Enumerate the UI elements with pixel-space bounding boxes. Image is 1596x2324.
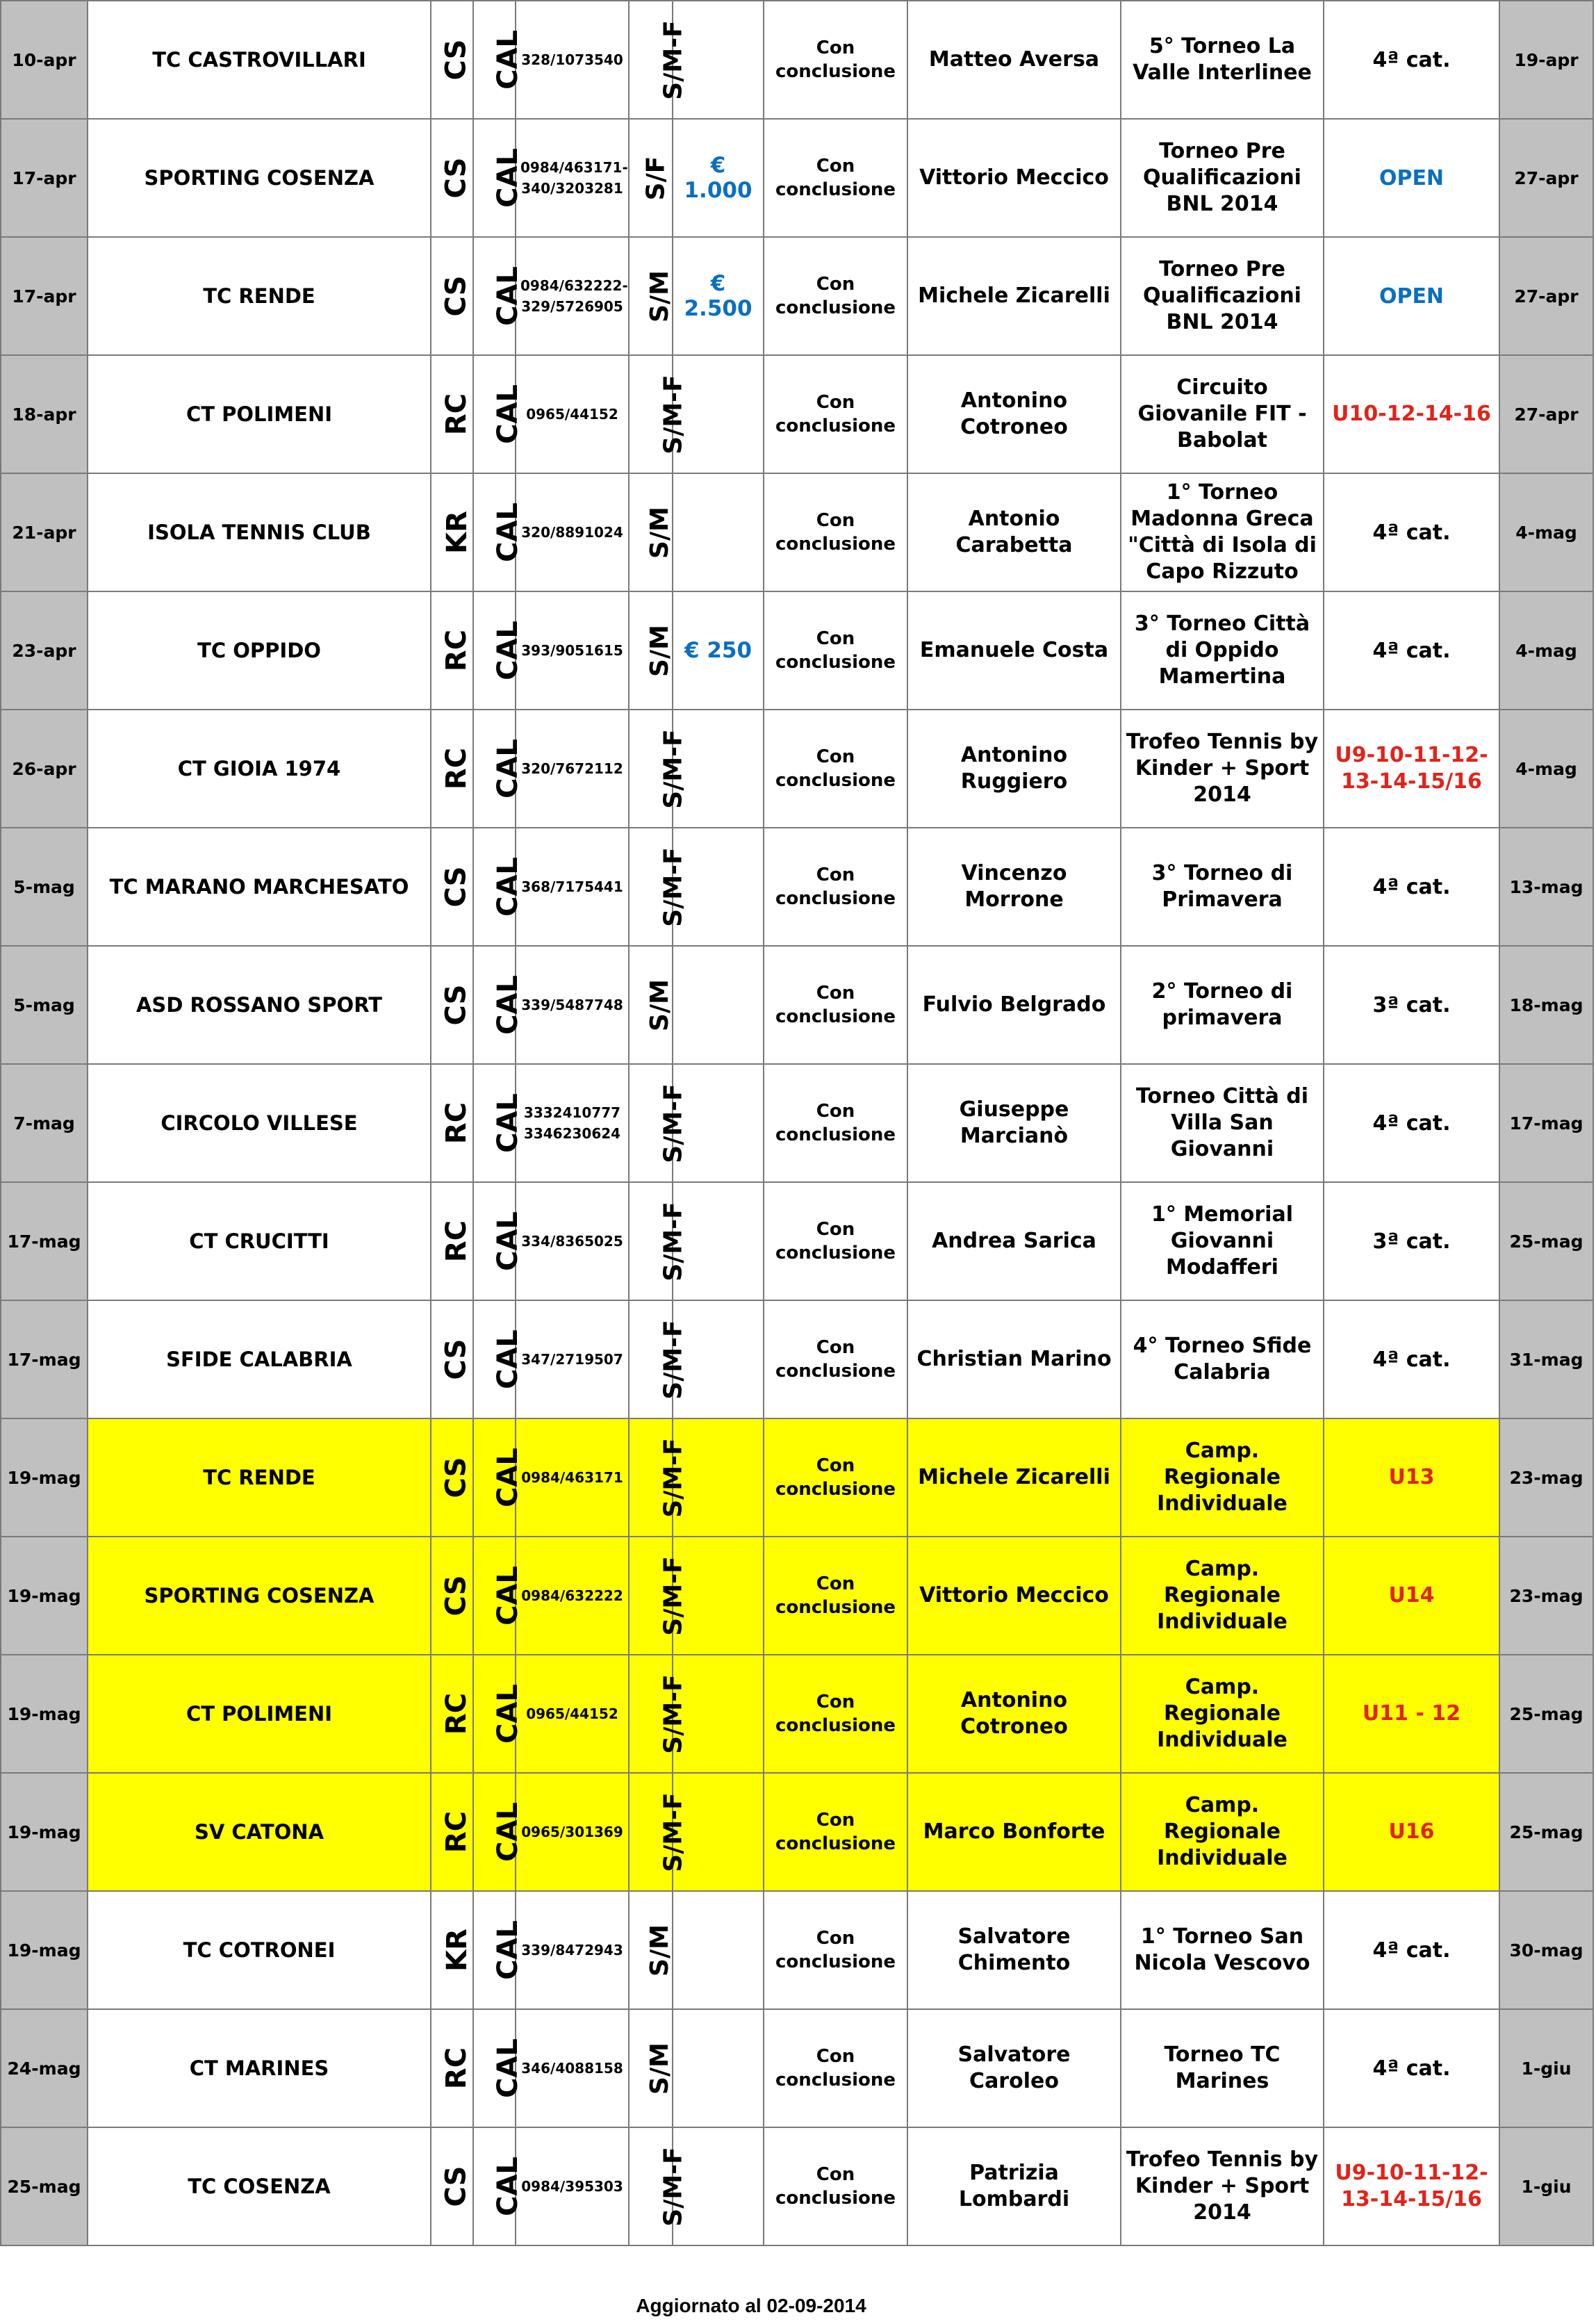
province-cell bbox=[431, 473, 473, 591]
start-date-cell: 26-apr bbox=[1, 710, 88, 828]
gender-cell-text: S/M bbox=[645, 506, 674, 559]
gender-cell bbox=[629, 473, 673, 591]
province-cell-text: RC bbox=[441, 629, 473, 672]
category-cell: U11 - 12 bbox=[1324, 1655, 1499, 1773]
province-cell-text: CS bbox=[440, 866, 472, 908]
prize-cell bbox=[673, 1891, 764, 2009]
phone-cell: 328/1073540 bbox=[516, 1, 629, 119]
gender-cell-text: S/M bbox=[645, 1924, 674, 1977]
start-date-cell: 19-mag bbox=[1, 1655, 88, 1773]
club-cell: CT CRUCITTI bbox=[88, 1182, 431, 1300]
club-cell: SFIDE CALABRIA bbox=[88, 1300, 431, 1418]
region-cell-text: CAL bbox=[491, 266, 524, 326]
tournament-title-cell: 5° Torneo La Valle Interlinee bbox=[1121, 1, 1324, 119]
phone-cell: 339/5487748 bbox=[516, 946, 629, 1064]
region-cell bbox=[473, 2127, 524, 2245]
region-cell bbox=[473, 1773, 524, 1891]
referee-cell: Michele Zicarelli bbox=[907, 1418, 1121, 1537]
club-cell: SPORTING COSENZA bbox=[88, 119, 431, 237]
end-date-cell: 13-mag bbox=[1499, 828, 1593, 946]
region-cell bbox=[473, 1182, 524, 1300]
referee-cell: Matteo Aversa bbox=[907, 1, 1121, 119]
end-date-cell: 23-mag bbox=[1499, 1418, 1593, 1537]
prize-cell: € 2.500 bbox=[673, 237, 764, 355]
start-date-cell: 5-mag bbox=[1, 828, 88, 946]
province-cell-text: CS bbox=[440, 157, 472, 199]
phone-cell: 347/2719507 bbox=[516, 1300, 629, 1418]
start-date-cell: 18-apr bbox=[1, 355, 88, 473]
prize-cell: € 250 bbox=[673, 591, 764, 710]
table-row bbox=[1, 2127, 1593, 2245]
table-row bbox=[1, 1537, 1593, 1655]
end-date-cell: 27-apr bbox=[1499, 119, 1593, 237]
region-cell-text: CAL bbox=[491, 1329, 524, 1389]
region-cell-text: CAL bbox=[491, 1920, 524, 1980]
club-cell: SPORTING COSENZA bbox=[88, 1537, 431, 1655]
gender-cell-text: S/M-F bbox=[659, 2146, 688, 2227]
category-cell: U14 bbox=[1324, 1537, 1499, 1655]
province-cell bbox=[431, 1064, 473, 1182]
category-cell: U9-10-11-12-13-14-15/16 bbox=[1324, 710, 1499, 828]
tournament-title-cell: 3° Torneo Città di Oppido Mamertina bbox=[1121, 591, 1324, 710]
tournament-title-cell: Torneo Pre Qualificazioni BNL 2014 bbox=[1121, 237, 1324, 355]
category-cell: U9-10-11-12-13-14-15/16 bbox=[1324, 2127, 1499, 2245]
start-date-cell: 25-mag bbox=[1, 2127, 88, 2245]
end-date-cell: 4-mag bbox=[1499, 473, 1593, 591]
province-cell bbox=[431, 1182, 473, 1300]
gender-cell bbox=[629, 1418, 688, 1537]
referee-cell: Giuseppe Marcianò bbox=[907, 1064, 1121, 1182]
club-cell: TC RENDE bbox=[88, 237, 431, 355]
province-cell-text: CS bbox=[440, 984, 472, 1026]
start-date-cell: 19-mag bbox=[1, 1891, 88, 2009]
gender-cell-text: S/M-F bbox=[659, 1674, 688, 1754]
region-cell-text: CAL bbox=[491, 384, 524, 444]
tournament-title-cell: 3° Torneo di Primavera bbox=[1121, 828, 1324, 946]
province-cell-text: RC bbox=[441, 1220, 473, 1263]
club-cell: TC CASTROVILLARI bbox=[88, 1, 431, 119]
start-date-cell: 24-mag bbox=[1, 2009, 88, 2127]
region-cell bbox=[473, 355, 524, 473]
province-cell-text: RC bbox=[441, 1810, 473, 1854]
category-cell: U16 bbox=[1324, 1773, 1499, 1891]
gender-cell-text: S/M-F bbox=[659, 374, 688, 455]
gender-cell-text: S/F bbox=[641, 156, 671, 200]
tournament-title-cell: Torneo Città di Villa San Giovanni bbox=[1121, 1064, 1324, 1182]
region-cell-text: CAL bbox=[491, 2157, 524, 2216]
province-cell bbox=[431, 591, 473, 710]
table-row bbox=[1, 1418, 1593, 1537]
province-cell-text: RC bbox=[441, 1102, 473, 1145]
province-cell-text: RC bbox=[441, 393, 473, 436]
gender-cell bbox=[629, 2009, 673, 2127]
club-cell: TC COTRONEI bbox=[88, 1891, 431, 2009]
region-cell-text: CAL bbox=[491, 1448, 524, 1507]
tournament-title-cell: Camp. Regionale Individuale bbox=[1121, 1537, 1324, 1655]
province-cell bbox=[431, 237, 473, 355]
prize-cell bbox=[673, 2009, 764, 2127]
region-cell-text: CAL bbox=[491, 621, 524, 680]
gender-cell bbox=[629, 710, 688, 828]
province-cell-text: CS bbox=[440, 1457, 472, 1498]
province-cell-text: KR bbox=[441, 511, 473, 554]
region-cell bbox=[473, 1891, 524, 2009]
club-cell: ISOLA TENNIS CLUB bbox=[88, 473, 431, 591]
table-row bbox=[1, 1655, 1593, 1773]
category-cell: 4ª cat. bbox=[1324, 1891, 1499, 2009]
table-row bbox=[1, 591, 1593, 710]
category-cell: 4ª cat. bbox=[1324, 2009, 1499, 2127]
category-cell: U10-12-14-16 bbox=[1324, 355, 1499, 473]
phone-cell: 320/8891024 bbox=[516, 473, 629, 591]
gender-cell bbox=[629, 1182, 688, 1300]
region-cell bbox=[473, 119, 524, 237]
category-cell: 3ª cat. bbox=[1324, 946, 1499, 1064]
province-cell-text: CS bbox=[440, 39, 472, 81]
gender-cell bbox=[629, 1300, 688, 1418]
province-cell bbox=[431, 1, 473, 119]
category-cell: OPEN bbox=[1324, 119, 1499, 237]
gender-cell-text: S/M-F bbox=[659, 1792, 688, 1872]
gender-cell bbox=[629, 1655, 688, 1773]
tournament-title-cell: 1° Memorial Giovanni Modafferi bbox=[1121, 1182, 1324, 1300]
province-cell bbox=[431, 1537, 473, 1655]
gender-cell bbox=[629, 591, 673, 710]
referee-cell: Christian Marino bbox=[907, 1300, 1121, 1418]
prize-cell bbox=[673, 473, 764, 591]
mode-cell: Con conclusione bbox=[764, 1655, 907, 1773]
club-cell: CT POLIMENI bbox=[88, 355, 431, 473]
referee-cell: Antonino Cotroneo bbox=[907, 1655, 1121, 1773]
mode-cell: Con conclusione bbox=[764, 1537, 907, 1655]
phone-cell: 0965/44152 bbox=[516, 1655, 629, 1773]
gender-cell-text: S/M bbox=[645, 624, 674, 677]
end-date-cell: 1-giu bbox=[1499, 2127, 1593, 2245]
end-date-cell: 19-apr bbox=[1499, 1, 1593, 119]
gender-cell-text: S/M-F bbox=[659, 1437, 688, 1518]
table-row bbox=[1, 355, 1593, 473]
tournament-title-cell: 2° Torneo di primavera bbox=[1121, 946, 1324, 1064]
gender-cell-text: S/M bbox=[645, 270, 674, 322]
tournament-title-cell: Torneo Pre Qualificazioni BNL 2014 bbox=[1121, 119, 1324, 237]
province-cell-text: CS bbox=[440, 1339, 472, 1380]
province-cell bbox=[431, 1773, 473, 1891]
province-cell-text: RC bbox=[441, 747, 473, 790]
referee-cell: Vittorio Meccico bbox=[907, 119, 1121, 237]
region-cell bbox=[473, 237, 524, 355]
phone-cell: 0984/463171 bbox=[516, 1418, 629, 1537]
table-row bbox=[1, 1064, 1593, 1182]
tournament-title-cell: Camp. Regionale Individuale bbox=[1121, 1773, 1324, 1891]
region-cell bbox=[473, 1064, 524, 1182]
table-row bbox=[1, 710, 1593, 828]
category-cell: OPEN bbox=[1324, 237, 1499, 355]
phone-cell: 339/8472943 bbox=[516, 1891, 629, 2009]
end-date-cell: 25-mag bbox=[1499, 1182, 1593, 1300]
region-cell bbox=[473, 591, 524, 710]
province-cell-text: KR bbox=[441, 1929, 473, 1972]
gender-cell-text: S/M-F bbox=[659, 846, 688, 927]
region-cell bbox=[473, 1418, 524, 1537]
phone-cell: 368/7175441 bbox=[516, 828, 629, 946]
table-row bbox=[1, 828, 1593, 946]
tournament-title-cell: 1° Torneo Madonna Greca "Città di Isola di Capo Rizzuto bbox=[1121, 473, 1324, 591]
table-row bbox=[1, 946, 1593, 1064]
phone-cell: 0984/632222 bbox=[516, 1537, 629, 1655]
phone-cell: 3332410777 3346230624 bbox=[516, 1064, 629, 1182]
referee-cell: Fulvio Belgrado bbox=[907, 946, 1121, 1064]
start-date-cell: 19-mag bbox=[1, 1537, 88, 1655]
gender-cell bbox=[629, 119, 673, 237]
gender-cell-text: S/M-F bbox=[659, 1083, 688, 1163]
province-cell bbox=[431, 2009, 473, 2127]
gender-cell bbox=[629, 1537, 688, 1655]
category-cell: 4ª cat. bbox=[1324, 591, 1499, 710]
region-cell bbox=[473, 828, 524, 946]
table-row bbox=[1, 1773, 1593, 1891]
start-date-cell: 5-mag bbox=[1, 946, 88, 1064]
start-date-cell: 21-apr bbox=[1, 473, 88, 591]
gender-cell bbox=[629, 828, 688, 946]
referee-cell: Antonino Ruggiero bbox=[907, 710, 1121, 828]
region-cell-text: CAL bbox=[491, 1684, 524, 1744]
province-cell-text: RC bbox=[441, 1692, 473, 1735]
referee-cell: Emanuele Costa bbox=[907, 591, 1121, 710]
club-cell: CT POLIMENI bbox=[88, 1655, 431, 1773]
gender-cell-text: S/M-F bbox=[659, 19, 688, 100]
end-date-cell: 30-mag bbox=[1499, 1891, 1593, 2009]
category-cell: 4ª cat. bbox=[1324, 473, 1499, 591]
club-cell: TC MARANO MARCHESATO bbox=[88, 828, 431, 946]
category-cell: 4ª cat. bbox=[1324, 1, 1499, 119]
province-cell bbox=[431, 710, 473, 828]
region-cell-text: CAL bbox=[491, 1802, 524, 1862]
mode-cell: Con conclusione bbox=[764, 1773, 907, 1891]
club-cell: SV CATONA bbox=[88, 1773, 431, 1891]
mode-cell: Con conclusione bbox=[764, 2009, 907, 2127]
province-cell bbox=[431, 1891, 473, 2009]
province-cell bbox=[431, 119, 473, 237]
region-cell-text: CAL bbox=[491, 975, 524, 1035]
gender-cell bbox=[629, 2127, 688, 2245]
region-cell bbox=[473, 1, 524, 119]
start-date-cell: 17-mag bbox=[1, 1182, 88, 1300]
table-row bbox=[1, 1182, 1593, 1300]
mode-cell: Con conclusione bbox=[764, 119, 907, 237]
end-date-cell: 4-mag bbox=[1499, 710, 1593, 828]
region-cell-text: CAL bbox=[491, 2038, 524, 2098]
start-date-cell: 17-mag bbox=[1, 1300, 88, 1418]
phone-cell: 0984/632222-329/5726905 bbox=[516, 237, 629, 355]
province-cell-text: CS bbox=[440, 2166, 472, 2207]
referee-cell: Antonino Cotroneo bbox=[907, 355, 1121, 473]
gender-cell-text: S/M-F bbox=[659, 1319, 688, 1400]
region-cell-text: CAL bbox=[491, 1566, 524, 1626]
table-row bbox=[1, 237, 1593, 355]
gender-cell bbox=[629, 1891, 673, 2009]
prize-cell: € 1.000 bbox=[673, 119, 764, 237]
gender-cell-text: S/M-F bbox=[659, 1201, 688, 1282]
tournament-title-cell: Torneo TC Marines bbox=[1121, 2009, 1324, 2127]
province-cell bbox=[431, 1655, 473, 1773]
region-cell bbox=[473, 710, 524, 828]
table-row bbox=[1, 119, 1593, 237]
referee-cell: Vittorio Meccico bbox=[907, 1537, 1121, 1655]
tournament-title-cell: 1° Torneo San Nicola Vescovo bbox=[1121, 1891, 1324, 2009]
gender-cell bbox=[629, 1773, 688, 1891]
start-date-cell: 19-mag bbox=[1, 1418, 88, 1537]
mode-cell: Con conclusione bbox=[764, 1418, 907, 1537]
region-cell-text: CAL bbox=[491, 1093, 524, 1153]
club-cell: CT MARINES bbox=[88, 2009, 431, 2127]
phone-cell: 320/7672112 bbox=[516, 710, 629, 828]
phone-cell: 0984/395303 bbox=[516, 2127, 629, 2245]
region-cell bbox=[473, 1300, 524, 1418]
end-date-cell: 18-mag bbox=[1499, 946, 1593, 1064]
end-date-cell: 4-mag bbox=[1499, 591, 1593, 710]
region-cell-text: CAL bbox=[491, 148, 524, 208]
mode-cell: Con conclusione bbox=[764, 1891, 907, 2009]
end-date-cell: 25-mag bbox=[1499, 1655, 1593, 1773]
province-cell bbox=[431, 1418, 473, 1537]
phone-cell: 0965/301369 bbox=[516, 1773, 629, 1891]
region-cell bbox=[473, 1537, 524, 1655]
phone-cell: 346/4088158 bbox=[516, 2009, 629, 2127]
start-date-cell: 17-apr bbox=[1, 119, 88, 237]
mode-cell: Con conclusione bbox=[764, 946, 907, 1064]
table-row bbox=[1, 473, 1593, 591]
gender-cell bbox=[629, 1064, 688, 1182]
category-cell: 4ª cat. bbox=[1324, 828, 1499, 946]
tournament-title-cell: Trofeo Tennis by Kinder + Sport 2014 bbox=[1121, 710, 1324, 828]
club-cell: CIRCOLO VILLESE bbox=[88, 1064, 431, 1182]
gender-cell bbox=[629, 237, 673, 355]
region-cell-text: CAL bbox=[491, 857, 524, 917]
referee-cell: Antonio Carabetta bbox=[907, 473, 1121, 591]
mode-cell: Con conclusione bbox=[764, 1182, 907, 1300]
tournament-title-cell: Camp. Regionale Individuale bbox=[1121, 1418, 1324, 1537]
table-row bbox=[1, 2009, 1593, 2127]
mode-cell: Con conclusione bbox=[764, 828, 907, 946]
mode-cell: Con conclusione bbox=[764, 1, 907, 119]
region-cell bbox=[473, 946, 524, 1064]
phone-cell: 0984/463171-340/3203281 bbox=[516, 119, 629, 237]
referee-cell: Salvatore Caroleo bbox=[907, 2009, 1121, 2127]
province-cell bbox=[431, 1300, 473, 1418]
tournament-title-cell: Circuito Giovanile FIT - Babolat bbox=[1121, 355, 1324, 473]
end-date-cell: 23-mag bbox=[1499, 1537, 1593, 1655]
tournament-title-cell: Trofeo Tennis by Kinder + Sport 2014 bbox=[1121, 2127, 1324, 2245]
category-cell: 4ª cat. bbox=[1324, 1300, 1499, 1418]
club-cell: TC RENDE bbox=[88, 1418, 431, 1537]
end-date-cell: 27-apr bbox=[1499, 355, 1593, 473]
gender-cell-text: S/M-F bbox=[659, 1555, 688, 1636]
start-date-cell: 10-apr bbox=[1, 1, 88, 119]
table-row bbox=[1, 1, 1593, 119]
start-date-cell: 23-apr bbox=[1, 591, 88, 710]
referee-cell: Patrizia Lombardi bbox=[907, 2127, 1121, 2245]
start-date-cell: 19-mag bbox=[1, 1773, 88, 1891]
gender-cell bbox=[629, 355, 688, 473]
province-cell-text: RC bbox=[441, 2047, 473, 2090]
referee-cell: Salvatore Chimento bbox=[907, 1891, 1121, 2009]
gender-cell-text: S/M-F bbox=[659, 728, 688, 809]
province-cell bbox=[431, 2127, 473, 2245]
mode-cell: Con conclusione bbox=[764, 473, 907, 591]
province-cell bbox=[431, 355, 473, 473]
gender-cell bbox=[629, 946, 673, 1064]
end-date-cell: 31-mag bbox=[1499, 1300, 1593, 1418]
region-cell-text: CAL bbox=[491, 739, 524, 799]
referee-cell: Andrea Sarica bbox=[907, 1182, 1121, 1300]
gender-cell bbox=[629, 1, 688, 119]
club-cell: ASD ROSSANO SPORT bbox=[88, 946, 431, 1064]
table-row bbox=[1, 1891, 1593, 2009]
referee-cell: Vincenzo Morrone bbox=[907, 828, 1121, 946]
province-cell-text: CS bbox=[440, 1575, 472, 1617]
end-date-cell: 1-giu bbox=[1499, 2009, 1593, 2127]
tournament-title-cell: Camp. Regionale Individuale bbox=[1121, 1655, 1324, 1773]
province-cell bbox=[431, 946, 473, 1064]
mode-cell: Con conclusione bbox=[764, 591, 907, 710]
category-cell: 3ª cat. bbox=[1324, 1182, 1499, 1300]
club-cell: CT GIOIA 1974 bbox=[88, 710, 431, 828]
region-cell-text: CAL bbox=[491, 502, 524, 562]
region-cell-text: CAL bbox=[491, 30, 524, 90]
region-cell bbox=[473, 1655, 524, 1773]
phone-cell: 393/9051615 bbox=[516, 591, 629, 710]
end-date-cell: 25-mag bbox=[1499, 1773, 1593, 1891]
tournament-title-cell: 4° Torneo Sfide Calabria bbox=[1121, 1300, 1324, 1418]
region-cell-text: CAL bbox=[491, 1211, 524, 1271]
phone-cell: 0965/44152 bbox=[516, 355, 629, 473]
mode-cell: Con conclusione bbox=[764, 2127, 907, 2245]
end-date-cell: 17-mag bbox=[1499, 1064, 1593, 1182]
region-cell bbox=[473, 2009, 524, 2127]
category-cell: U13 bbox=[1324, 1418, 1499, 1537]
table-row bbox=[1, 1300, 1593, 1418]
mode-cell: Con conclusione bbox=[764, 1064, 907, 1182]
phone-cell: 334/8365025 bbox=[516, 1182, 629, 1300]
updated-footer: Aggiornato al 02-09-2014 bbox=[636, 2295, 866, 2316]
club-cell: TC COSENZA bbox=[88, 2127, 431, 2245]
category-cell: 4ª cat. bbox=[1324, 1064, 1499, 1182]
gender-cell-text: S/M bbox=[645, 2042, 674, 2095]
province-cell-text: CS bbox=[440, 275, 472, 317]
club-cell: TC OPPIDO bbox=[88, 591, 431, 710]
mode-cell: Con conclusione bbox=[764, 237, 907, 355]
start-date-cell: 17-apr bbox=[1, 237, 88, 355]
region-cell bbox=[473, 473, 524, 591]
mode-cell: Con conclusione bbox=[764, 710, 907, 828]
mode-cell: Con conclusione bbox=[764, 1300, 907, 1418]
referee-cell: Michele Zicarelli bbox=[907, 237, 1121, 355]
province-cell bbox=[431, 828, 473, 946]
mode-cell: Con conclusione bbox=[764, 355, 907, 473]
start-date-cell: 7-mag bbox=[1, 1064, 88, 1182]
prize-cell bbox=[673, 946, 764, 1064]
referee-cell: Marco Bonforte bbox=[907, 1773, 1121, 1891]
end-date-cell: 27-apr bbox=[1499, 237, 1593, 355]
gender-cell-text: S/M bbox=[645, 979, 674, 1031]
